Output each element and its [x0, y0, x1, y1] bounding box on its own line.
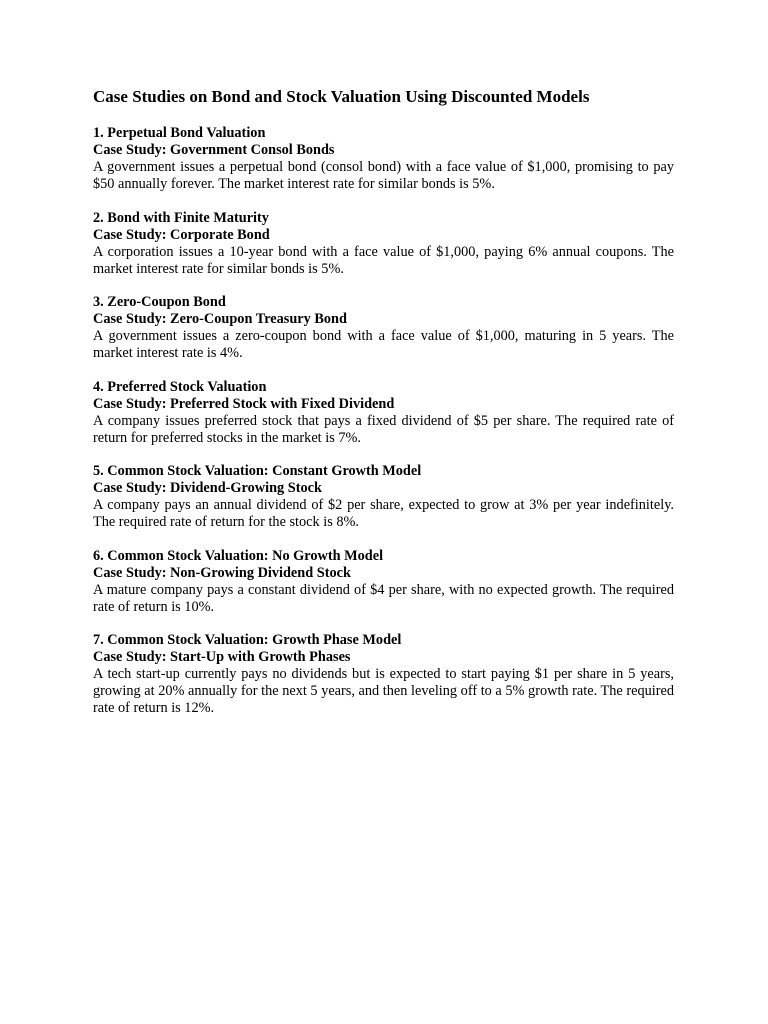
- section-heading: 3. Zero-Coupon Bond: [93, 294, 226, 310]
- section-heading: 6. Common Stock Valuation: No Growth Model: [93, 547, 384, 564]
- case-study-description: A company pays an annual dividend of $2 per share, expected to grow at 3% per year indefinitely. The required rate of return for the stock is 8%.: [93, 497, 674, 530]
- case-study-description: A government issues a zero-coupon bond with a face value of $1,000, maturing in 5 years. The market interest rate is 4%.: [93, 328, 674, 361]
- case-study-title: Case Study: Preferred Stock with Fixed Dividend: [93, 395, 395, 412]
- case-study-description: A tech start-up currently pays no dividends but is expected to start paying $1 per share in 5 years, growing at 20% annually for the next 5 years, and then leveling off to a 5% growth rate. The required rate of return is 12%.: [93, 666, 674, 716]
- case-study-description: A corporation issues a 10-year bond with a face value of $1,000, paying 6% annual coupons. The market interest rate for similar bonds is 5%.: [93, 243, 674, 277]
- section-finite-maturity-bond: [93, 210, 674, 278]
- section-heading: 1. Perpetual Bond Valuation: [93, 125, 266, 141]
- section-growth-phase: [93, 632, 674, 717]
- case-study-title: Case Study: Zero-Coupon Treasury Bond: [93, 311, 347, 327]
- section-preferred-stock: [93, 379, 674, 447]
- section-no-growth: [93, 548, 674, 616]
- case-study-description: A government issues a perpetual bond (consol bond) with a face value of $1,000, promising to pay $50 annually forever. The market interest rate for similar bonds is 5%.: [93, 159, 674, 192]
- section-zero-coupon-bond: [93, 294, 674, 362]
- case-study-description: A mature company pays a constant dividend of $4 per share, with no expected growth. The required rate of return is 10%.: [93, 581, 674, 615]
- document-page: [93, 86, 674, 734]
- case-study-title: Case Study: Start-Up with Growth Phases: [93, 649, 351, 665]
- case-study-title: Case Study: Non-Growing Dividend Stock: [93, 564, 351, 581]
- section-heading: 4. Preferred Stock Valuation: [93, 378, 267, 395]
- case-study-title: Case Study: Dividend-Growing Stock: [93, 480, 322, 496]
- section-heading: 7. Common Stock Valuation: Growth Phase Model: [93, 632, 402, 648]
- document-title: Case Studies on Bond and Stock Valuation Using Discounted Models: [93, 87, 590, 106]
- section-perpetual-bond: [93, 125, 674, 193]
- section-constant-growth: [93, 463, 674, 531]
- case-study-title: Case Study: Corporate Bond: [93, 226, 270, 243]
- case-study-description: A company issues preferred stock that pays a fixed dividend of $5 per share. The required rate of return for preferred stocks in the market is 7%.: [93, 412, 674, 446]
- section-heading: 5. Common Stock Valuation: Constant Growth Model: [93, 463, 422, 479]
- case-study-title: Case Study: Government Consol Bonds: [93, 142, 335, 158]
- section-heading: 2. Bond with Finite Maturity: [93, 209, 269, 226]
